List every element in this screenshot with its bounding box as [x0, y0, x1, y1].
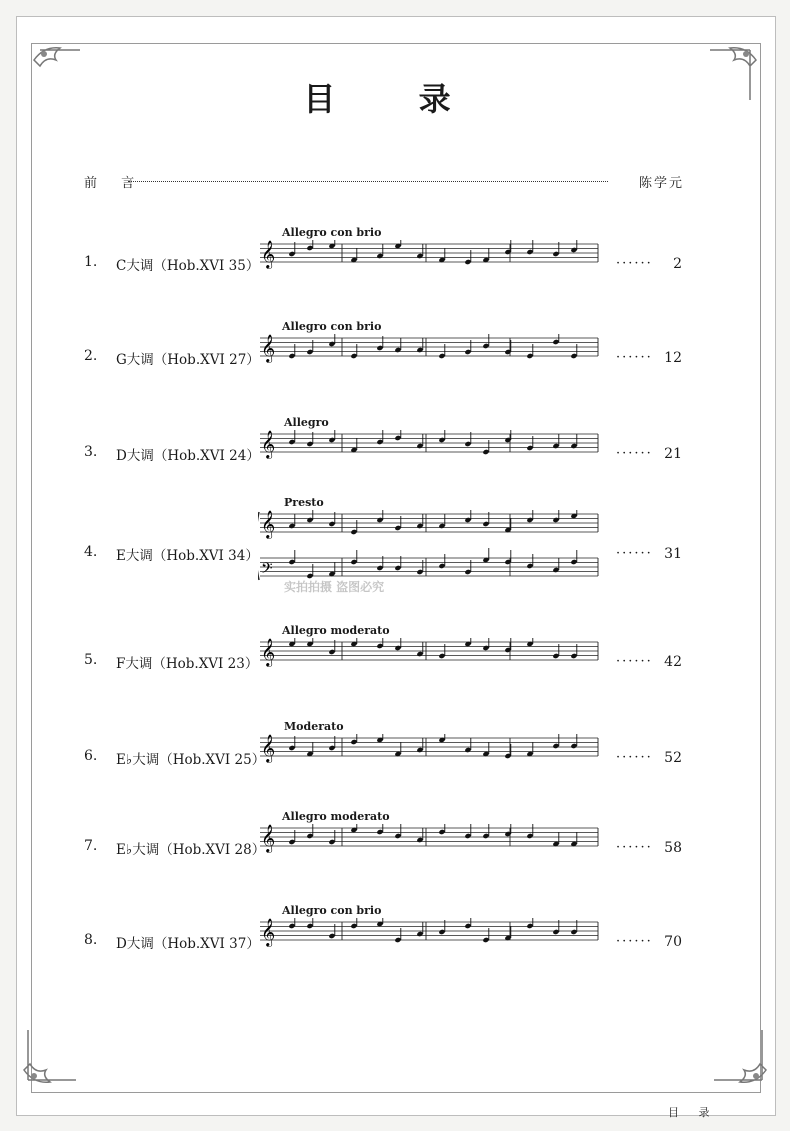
entry-number: 7.	[84, 838, 98, 854]
dot-leader: ······	[616, 446, 653, 461]
entry-title: G大调（Hob.XVI 27）	[116, 352, 260, 368]
bass-clef-icon: 𝄢	[261, 560, 273, 581]
footer-label: 目 录	[668, 1106, 718, 1119]
preface-label: 前 言	[84, 176, 145, 191]
page-number: 42	[664, 654, 682, 670]
treble-clef-icon: 𝄞	[261, 638, 276, 666]
dot-leader: ······	[616, 546, 653, 561]
entry-number: 3.	[84, 444, 98, 460]
treble-clef-icon: 𝄞	[261, 334, 276, 362]
corner-ornament-bottom-right	[712, 1030, 772, 1090]
toc-entry[interactable]	[0, 624, 790, 708]
tempo-marking: Presto	[284, 496, 324, 509]
preface-author: 陈学元	[638, 176, 684, 191]
music-incipit	[258, 240, 600, 290]
entry-title: E♭大调（Hob.XVI 25）	[116, 752, 266, 768]
treble-clef-icon: 𝄞	[261, 918, 276, 946]
tempo-marking: Allegro	[284, 416, 329, 429]
toc-entry[interactable]	[0, 496, 790, 581]
music-incipit	[258, 334, 600, 384]
toc-entry[interactable]	[0, 904, 790, 988]
watermark-caption: 实拍拍摄 盗图必究	[284, 580, 385, 594]
corner-ornament-bottom-left	[18, 1030, 78, 1090]
entry-title: F大调（Hob.XVI 23）	[116, 656, 259, 672]
page-number: 70	[664, 934, 682, 950]
toc-entry[interactable]	[0, 226, 790, 310]
entry-title: C大调（Hob.XVI 35）	[116, 258, 260, 274]
treble-clef-icon: 𝄞	[261, 430, 276, 458]
music-incipit	[258, 734, 600, 784]
treble-clef-icon: 𝄞	[261, 240, 276, 268]
entry-number: 1.	[84, 254, 98, 270]
treble-clef-icon: 𝄞	[261, 824, 276, 852]
tempo-marking: Allegro moderato	[282, 810, 390, 823]
tempo-marking: Allegro con brio	[282, 226, 382, 239]
treble-clef-icon: 𝄞	[261, 510, 276, 538]
toc-entry[interactable]	[0, 320, 790, 404]
tempo-marking: Moderato	[284, 720, 344, 733]
entry-number: 8.	[84, 932, 98, 948]
page-number: 2	[673, 256, 682, 272]
page-number: 21	[664, 446, 682, 462]
treble-clef-icon: 𝄞	[261, 734, 276, 762]
entry-title: E大调（Hob.XVI 34）	[116, 548, 259, 564]
music-incipit	[258, 430, 600, 480]
tempo-marking: Allegro moderato	[282, 624, 390, 637]
preface-entry[interactable]	[84, 172, 684, 192]
tempo-marking: Allegro con brio	[282, 904, 382, 917]
dot-leader: ······	[616, 350, 653, 365]
toc-entry[interactable]	[0, 810, 790, 894]
toc-entry[interactable]	[0, 720, 790, 804]
music-incipit	[258, 918, 600, 968]
dot-leader	[128, 181, 608, 182]
entry-title: D大调（Hob.XVI 37）	[116, 936, 260, 952]
entry-number: 4.	[84, 544, 98, 560]
music-incipit	[258, 824, 600, 874]
page-title: 目 录	[303, 80, 487, 118]
music-incipit	[258, 638, 600, 688]
toc-entry[interactable]	[0, 416, 790, 500]
dot-leader: ······	[616, 654, 653, 669]
entry-title: E♭大调（Hob.XVI 28）	[116, 842, 266, 858]
entry-number: 5.	[84, 652, 98, 668]
entry-number: 6.	[84, 748, 98, 764]
dot-leader: ······	[616, 840, 653, 855]
tempo-marking: Allegro con brio	[282, 320, 382, 333]
dot-leader: ······	[616, 934, 653, 949]
page-number: 31	[664, 546, 682, 562]
dot-leader: ······	[616, 256, 653, 271]
entry-number: 2.	[84, 348, 98, 364]
dot-leader: ······	[616, 750, 653, 765]
page-number: 58	[664, 840, 682, 856]
entry-title: D大调（Hob.XVI 24）	[116, 448, 260, 464]
page-number: 52	[664, 750, 682, 766]
page-number: 12	[664, 350, 682, 366]
